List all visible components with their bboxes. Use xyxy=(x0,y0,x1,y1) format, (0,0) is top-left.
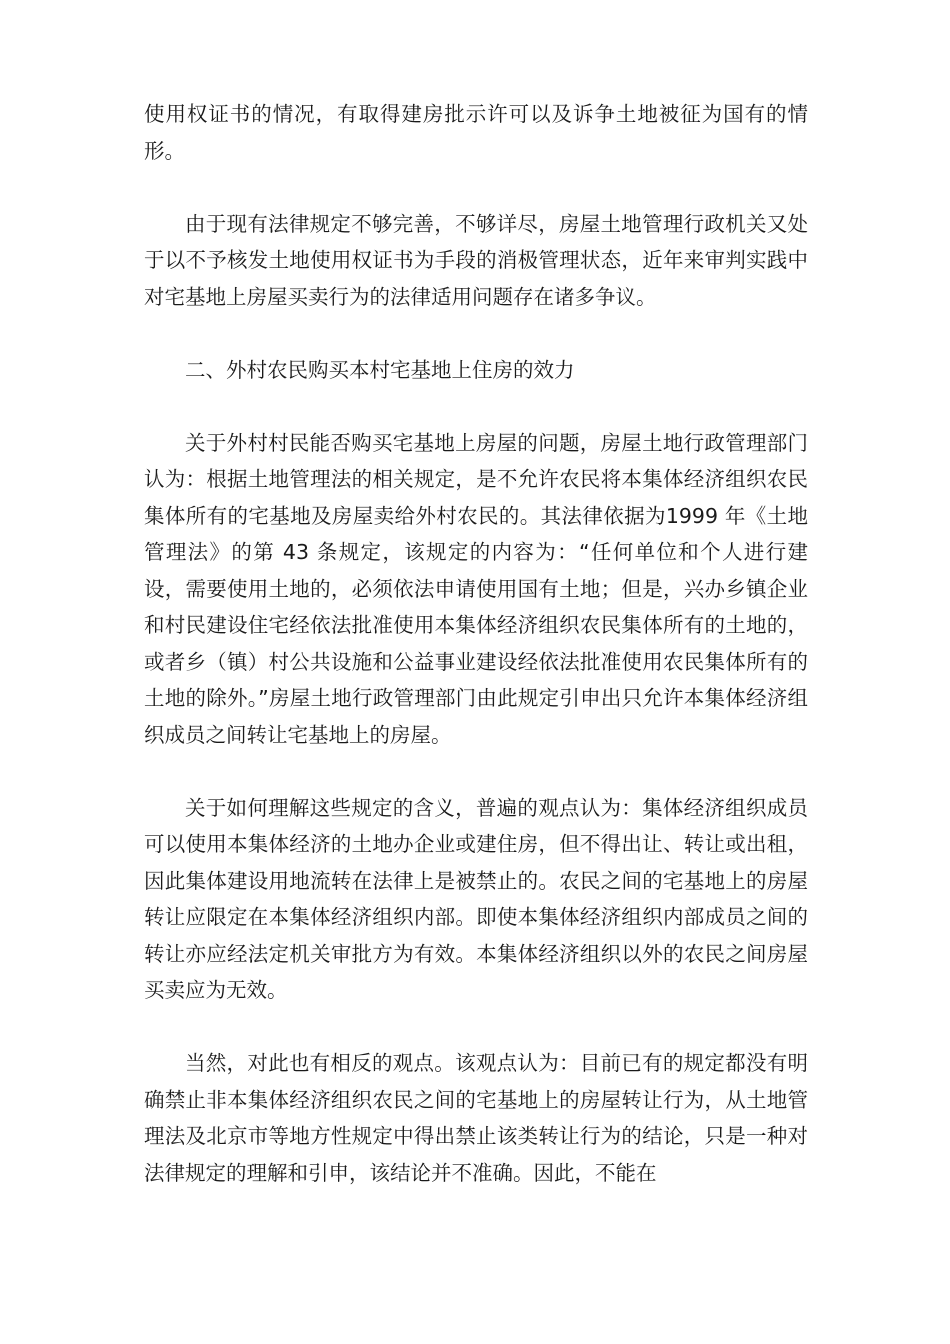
paragraph-continued: 使用权证书的情况，有取得建房批示许可以及诉争土地被征为国有的情形。 xyxy=(144,102,808,163)
section-heading: 二、外村农民购买本村宅基地上住房的效力 xyxy=(185,357,575,382)
paragraph-opposing-view: 当然，对此也有相反的观点。该观点认为：目前已有的规定都没有明确禁止非本集体经济组织农民之间的宅基地上的房屋转让行为，从土地管理法及北京市等地方性规定中得出禁止该类转让行为的结论，只是一种对法律规定的理解和引申，该结论并不准确。因此，不能在 xyxy=(144,1051,808,1185)
paragraph-common-view: 关于如何理解这些规定的含义，普遍的观点认为：集体经济组织成员可以使用本集体经济的土地办企业或建住房，但不得出让、转让或出租，因此集体建设用地流转在法律上是被禁止的。农民之间的宅基地上的房屋转让应限定在本集体经济组织内部。即使本集体经济组织内部成员之间的转让亦应经法定机关审批方为有效。本集体经济组织以外的农民之间房屋买卖应为无效。 xyxy=(144,795,808,1002)
paragraph-administrative-view: 关于外村村民能否购买宅基地上房屋的问题，房屋土地行政管理部门认为：根据土地管理法的相关规定，是不允许农民将本集体经济组织农民集体所有的宅基地及房屋卖给外村农民的。其法律依据为1999 年《土地管理法》的第 43 条规定，该规定的内容为：“任何单位和个人进行建设，需要使用土地的，必须依法申请使用国有土地；但是，兴办乡镇企业和村民建设住宅经依法批准使用本集体经济组织农民集体所有的土地的，或者乡（镇）村公共设施和公益事业建设经依法批准使用农民集体所有的土地的除外。”房屋土地行政管理部门由此规定引申出只允许本集体经济组织成员之间转让宅基地上的房屋。 xyxy=(144,430,808,747)
document-body xyxy=(144,96,808,1228)
paragraph-legal-ambiguity: 由于现有法律规定不够完善，不够详尽，房屋土地管理行政机关又处于以不予核发土地使用权证书为手段的消极管理状态，近年来审判实践中对宅基地上房屋买卖行为的法律适用问题存在诸多争议。 xyxy=(144,211,808,309)
